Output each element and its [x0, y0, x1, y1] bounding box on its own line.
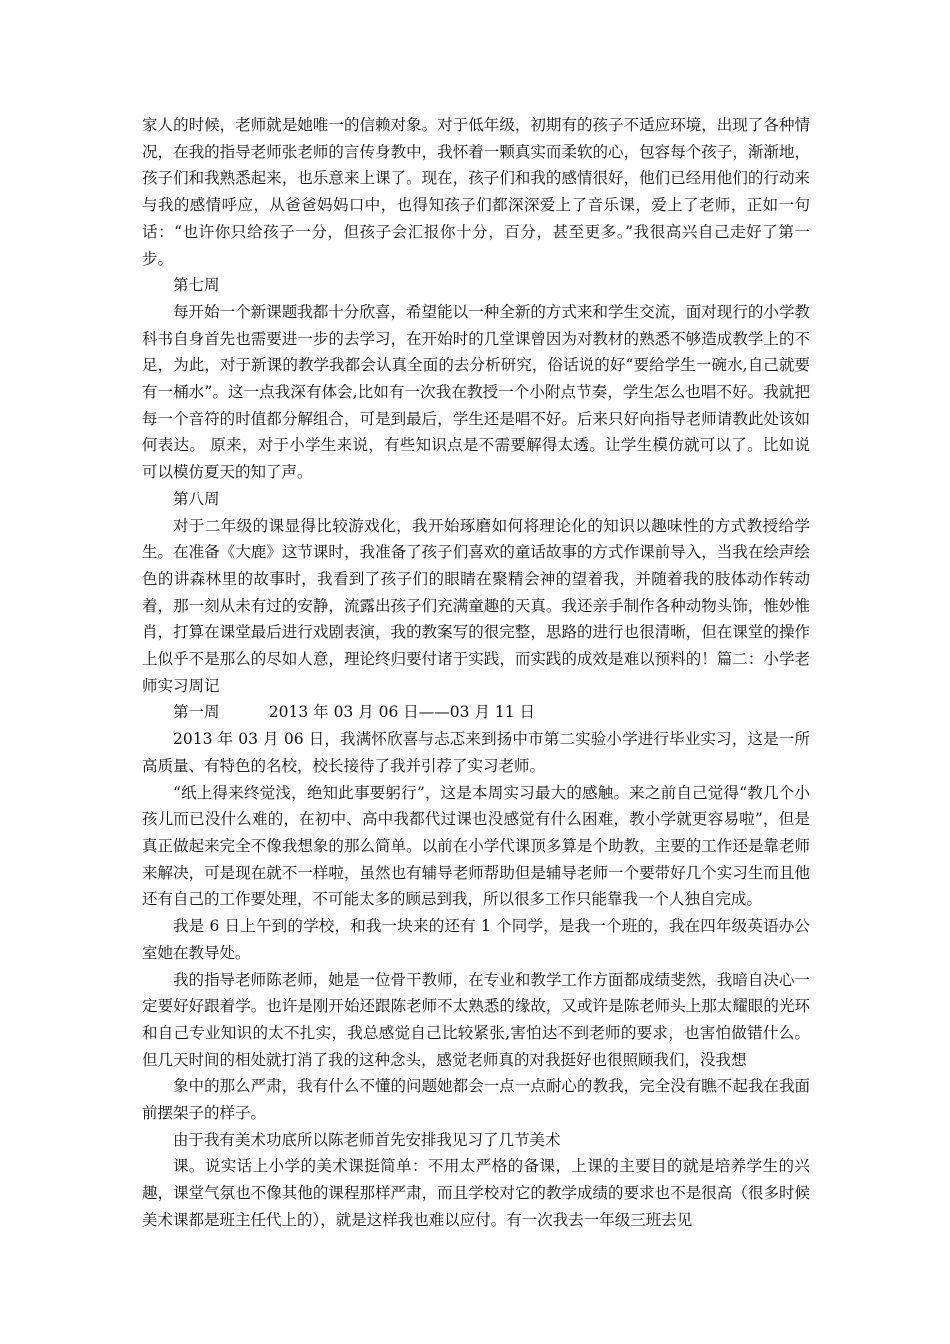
paragraph-week-eight: 对于二年级的课显得比较游戏化，我开始琢磨如何将理论化的知识以趣味性的方式教授给学生。在准备《大鹿》这节课时，我准备了孩子们喜欢的童话故事的方式作课前导入，当我在绘声绘色的讲森林里的故事时，我看到了孩子们的眼睛在聚精会神的望着我，并随着我的肢体动作转动着，那一刻从未有过的安静，流露出孩子们充满童趣的天真。我还亲手制作各种动物头饰，惟妙惟肖，打算在课堂最后进行戏剧表演，我的教案写的很完整，思路的进行也很清晰，但在课堂的操作上似乎不是那么的尽如人意，理论终归要付诸于实践，而实践的成效是难以预料的！篇二：小学老师实习周记: [142, 516, 810, 695]
text-column: [142, 112, 810, 1234]
paragraph-art-intro: 由于我有美术功底所以陈老师首先安排我见习了几节美术: [173, 1130, 561, 1149]
heading-week-seven: 第七周: [173, 276, 220, 295]
paragraph-art-class: 课。说实话上小学的美术课挺简单：不用太严格的备课，上课的主要目的就是培养学生的兴趣，课堂气氛也不像其他的课程那样严肃，而且学校对它的教学成绩的要求也不是很高（很多时候美术课都是班主任代上的），就是这样我也难以应付。有一次我去一年级三班去见: [142, 1157, 810, 1229]
paragraph-arrival: 我是 6 日上午到的学校，和我一块来的还有 1 个同学，是我一个班的，我在四年级英语办公室她在教导处。: [142, 917, 810, 962]
paragraph-mentor: 我的指导老师陈老师，她是一位骨干教师，在专业和教学工作方面都成绩斐然，我暗自决心一定要好好跟着学。也许是刚开始还跟陈老师不太熟悉的缘故，又或许是陈老师头上那太耀眼的光环和自己专业知识的太不扎实，我总感觉自己比较紧张,害怕达不到老师的要求，也害怕做错什么。但几天时间的相处就打消了我的这种念头，感觉老师真的对我挺好也很照顾我们，没我想: [142, 970, 810, 1069]
paragraph-week-seven: 每开始一个新课题我都十分欣喜，希望能以一种全新的方式来和学生交流，面对现行的小学教科书自身首先也需要进一步的去学习，在开始时的几堂课曾因为对教材的熟悉不够造成教学上的不足，为此，对于新课的教学我都会认真全面的去分析研究，俗话说的好“要给学生一碗水,自己就要有一桶水”。这一点我深有体会,比如有一次我在教授一个小附点节奏，学生怎么也唱不好。我就把每一个音符的时值都分解组合，可是到最后，学生还是唱不好。后来只好向指导老师请教此处该如何表达。 原来，对于小学生来说，有些知识点是不需要解得太透。让学生模仿就可以了。比如说可以模仿夏天的知了声。: [142, 302, 810, 482]
paragraph-practice-insight: “纸上得来终觉浅，绝知此事要躬行”，这是本周实习最大的感触。来之前自己觉得“教几个小孩儿而已没什么难的，在初中、高中我都代过课也没感觉有什么困难，教小学就更容易啦”，但是真正做起来完全不像我想象的那么简单。以前在小学代课顶多算是个助教，主要的工作还是靠老师来解决，可是现在就不一样啦，虽然也有辅导老师帮助但是辅导老师一个要带好几个实习生而且他还有自己的工作要处理，不可能太多的顾忌到我，所以很多工作只能靠我一个人独自完成。: [142, 783, 810, 909]
heading-week-eight: 第八周: [173, 489, 220, 508]
paragraph-family-trust: 家人的时候，老师就是她唯一的信赖对象。对于低年级，初期有的孩子不适应环境，出现了各种情况，在我的指导老师张老师的言传身教中，我怀着一颗真实而柔软的心，包容每个孩子，渐渐地，孩子们和我熟悉起来，也乐意来上课了。现在，孩子们和我的感情很好，他们已经用他们的行动来与我的感情呼应，从爸爸妈妈口中，也得知孩子们都深深爱上了音乐课，爱上了老师，正如一句话：“也许你只给孩子一分，但孩子会汇报你十分，百分，甚至更多。”我很高兴自己走好了第一步。: [142, 116, 810, 268]
paragraph-not-strict: 象中的那么严肃，我有什么不懂的问题她都会一点一点耐心的教我，完全没有瞧不起我在我面前摆架子的样子。: [142, 1077, 810, 1123]
dateline-week-one: 第一周 2013 年 03 月 06 日——03 月 11 日: [173, 703, 536, 722]
paragraph-internship-start: 2013 年 03 月 06 日，我满怀欣喜与忐忑来到扬中市第二实验小学进行毕业实习，这是一所高质量、有特色的名校，校长接待了我并引荐了实习老师。: [142, 730, 810, 775]
